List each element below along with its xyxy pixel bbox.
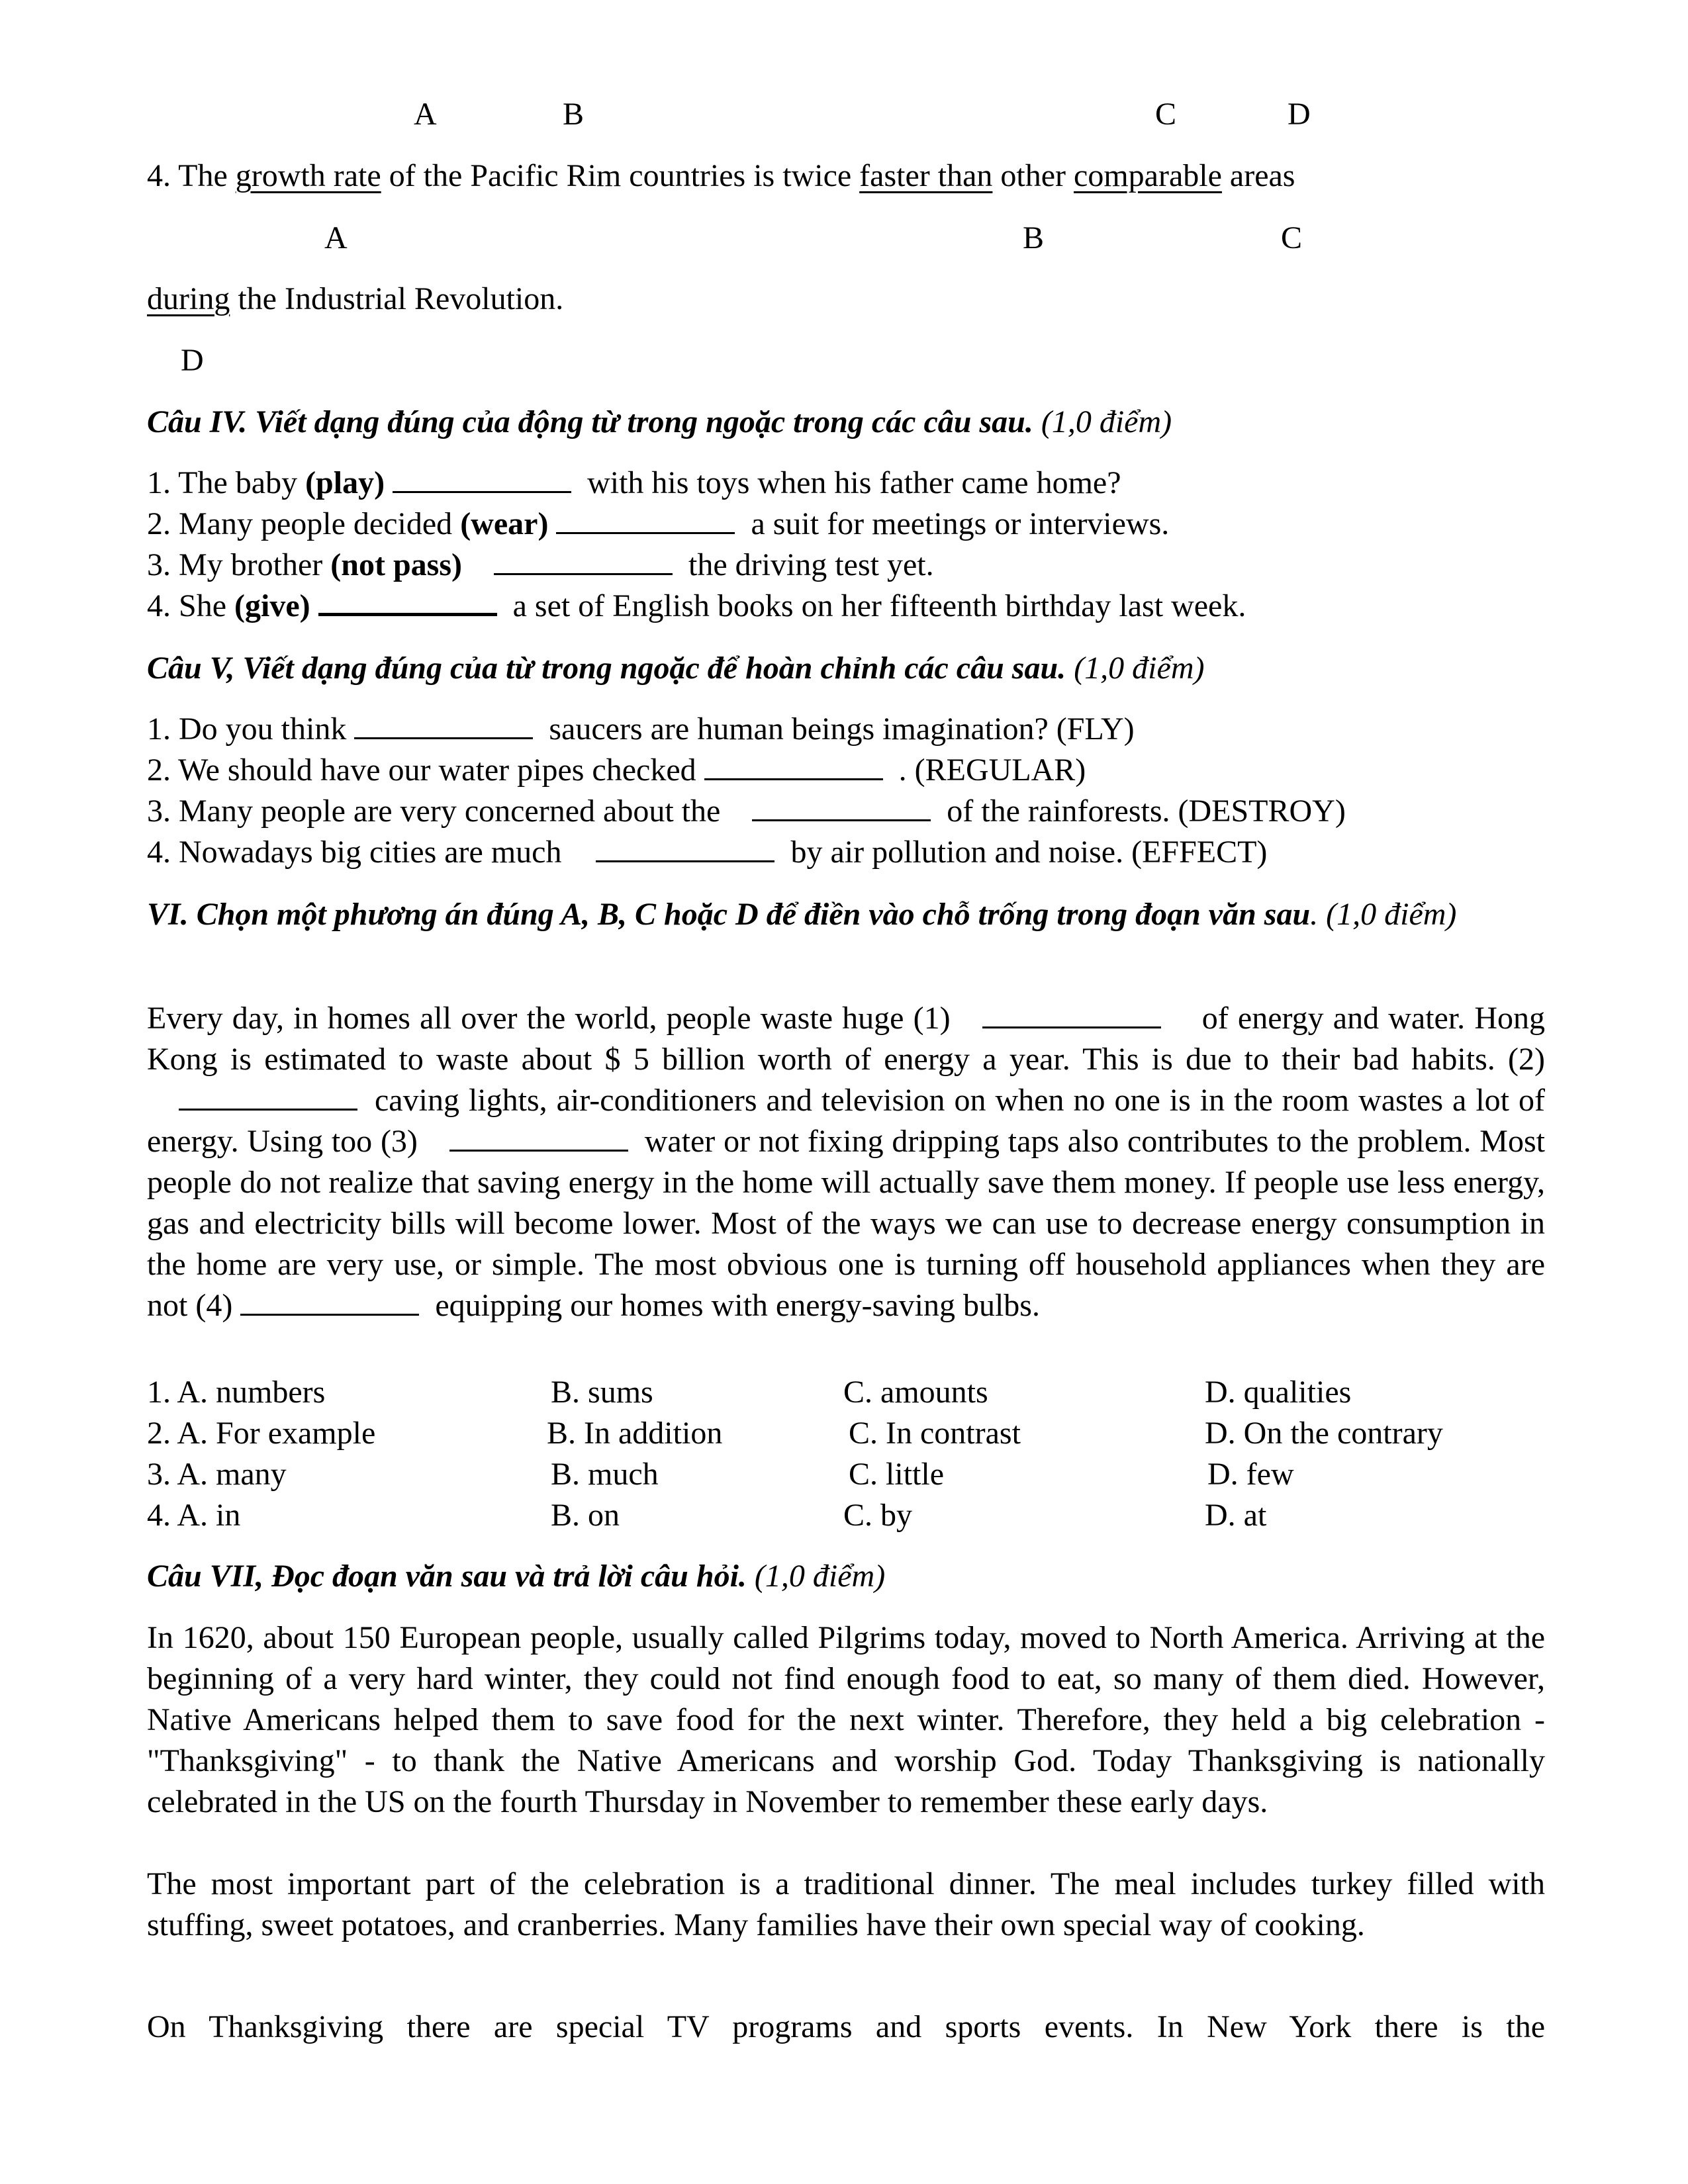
q1-option-d[interactable]: D. qualities bbox=[1205, 1375, 1352, 1410]
passage-blank-3[interactable] bbox=[449, 1149, 628, 1152]
q2-option-d[interactable]: D. On the contrary bbox=[1205, 1416, 1443, 1451]
q1-option-a[interactable]: 1. A. numbers bbox=[147, 1375, 326, 1410]
answer-blank[interactable] bbox=[596, 860, 774, 862]
sec4-item-2: 2. Many people decided (wear) a suit for meetings or interviews. bbox=[147, 506, 1170, 541]
answer-blank[interactable] bbox=[354, 737, 533, 739]
reading-paragraph-3: On Thanksgiving there are special TV programs and sports events. In New York there is the bbox=[147, 2009, 1545, 2044]
passage-blank-4[interactable] bbox=[240, 1313, 419, 1316]
q4-marker-a: A bbox=[324, 220, 348, 255]
q3-marker-a: A bbox=[414, 97, 437, 132]
answer-blank[interactable] bbox=[494, 572, 673, 575]
section-vii-title: Câu VII, Đọc đoạn văn sau và trả lời câu hỏi. (1,0 điểm) bbox=[147, 1559, 886, 1594]
section-vi-title: VI. Chọn một phương án đúng A, B, C hoặc D để điền vào chỗ trống trong đoạn văn sau. (1,0 điểm) bbox=[147, 897, 1457, 932]
q3-option-a[interactable]: 3. A. many bbox=[147, 1457, 287, 1492]
sec4-item-1: 1. The baby (play) with his toys when his father came home? bbox=[147, 465, 1121, 500]
sec5-item-2: 2. We should have our water pipes checked . (REGULAR) bbox=[147, 752, 1086, 788]
q4-option-b[interactable]: B. on bbox=[551, 1498, 620, 1533]
q4-marker-c: C bbox=[1281, 220, 1303, 255]
q4-option-c: comparable bbox=[1074, 158, 1222, 193]
reading-paragraph-1: In 1620, about 150 European people, usually called Pilgrims today, moved to North America. Arriving at the beginning of a very hard winter, they could not find enough food to eat, so many of them died. However, Native Americans helped them to save food for the next winter. Therefore, they held a big celebration - "Thanksgiving" - to thank the Native Americans and worship God. Today Thanksgiving is nationally celebrated in the US on the fourth Thursday in November to remember these early days. bbox=[147, 1620, 1545, 1819]
sec6-passage: Every day, in homes all over the world, people waste huge (1) of energy and water. Hong Kong is estimated to waste about $ 5 billion worth of energy a year. This is due to their bad habits. (2) caving lights, air-conditioners and television on when no one is in the room wastes a lot of energy. Using too (3) water or not fixing dripping taps also contributes to the problem. Most people do not realize that saving energy in the home will actually save them money. If people use less energy, gas and electricity bills will become lower. Most of the ways we can use to decrease energy consumption in the home are very use, or simple. The most obvious one is turning off household appliances when they are not (4) equipping our homes with energy-saving bulbs. bbox=[147, 1001, 1546, 1323]
sec4-item-3: 3. My brother (not pass) the driving test yet. bbox=[147, 547, 934, 582]
q4-option-d[interactable]: D. at bbox=[1205, 1498, 1267, 1533]
q4-option-a[interactable]: 4. A. in bbox=[147, 1498, 241, 1533]
answer-blank[interactable] bbox=[704, 778, 883, 780]
answer-blank[interactable] bbox=[393, 490, 571, 493]
q2-option-c[interactable]: C. In contrast bbox=[849, 1416, 1021, 1451]
q4-option-b: faster than bbox=[859, 158, 993, 193]
q4-marker-d: D bbox=[181, 343, 204, 378]
q2-option-b[interactable]: B. In addition bbox=[547, 1416, 723, 1451]
answer-blank[interactable] bbox=[318, 612, 497, 616]
q3-marker-b: B bbox=[563, 97, 585, 132]
q4-option-d: during bbox=[147, 281, 230, 316]
q4-option-c[interactable]: C. by bbox=[843, 1498, 913, 1533]
answer-blank[interactable] bbox=[752, 819, 931, 821]
passage-blank-2[interactable] bbox=[179, 1108, 357, 1111]
sec4-item-4: 4. She (give) a set of English books on her fifteenth birthday last week. bbox=[147, 588, 1246, 623]
q3-option-b[interactable]: B. much bbox=[551, 1457, 659, 1492]
q4-marker-b: B bbox=[1023, 220, 1045, 255]
sec5-item-1: 1. Do you think saucers are human beings imagination? (FLY) bbox=[147, 711, 1135, 747]
q4-sentence: 4. The growth rate of the Pacific Rim countries is twice faster than other comparable areas bbox=[147, 158, 1295, 193]
q3-option-d[interactable]: D. few bbox=[1207, 1457, 1294, 1492]
q3-option-c[interactable]: C. little bbox=[849, 1457, 944, 1492]
reading-paragraph-2: The most important part of the celebration is a traditional dinner. The meal includes turkey filled with stuffing, sweet potatoes, and cranberries. Many families have their own special way of cooking. bbox=[147, 1866, 1545, 1942]
q1-option-c[interactable]: C. amounts bbox=[843, 1375, 988, 1410]
sec5-item-4: 4. Nowadays big cities are much by air pollution and noise. (EFFECT) bbox=[147, 835, 1268, 870]
sec5-item-3: 3. Many people are very concerned about the of the rainforests. (DESTROY) bbox=[147, 794, 1346, 829]
section-v-title: Câu V, Viết dạng đúng của từ trong ngoặc để hoàn chỉnh các câu sau. (1,0 điểm) bbox=[147, 651, 1205, 686]
q1-option-b[interactable]: B. sums bbox=[551, 1375, 653, 1410]
q2-option-a[interactable]: 2. A. For example bbox=[147, 1416, 376, 1451]
q4-sentence-end: during the Industrial Revolution. bbox=[147, 281, 564, 316]
answer-blank[interactable] bbox=[556, 531, 735, 534]
q3-marker-c: C bbox=[1155, 97, 1177, 132]
passage-blank-1[interactable] bbox=[982, 1026, 1161, 1028]
q4-option-a: growth rate bbox=[235, 158, 381, 193]
section-iv-title: Câu IV. Viết dạng đúng của động từ trong ngoặc trong các câu sau. (1,0 điểm) bbox=[147, 404, 1172, 439]
q3-marker-d: D bbox=[1288, 97, 1311, 132]
